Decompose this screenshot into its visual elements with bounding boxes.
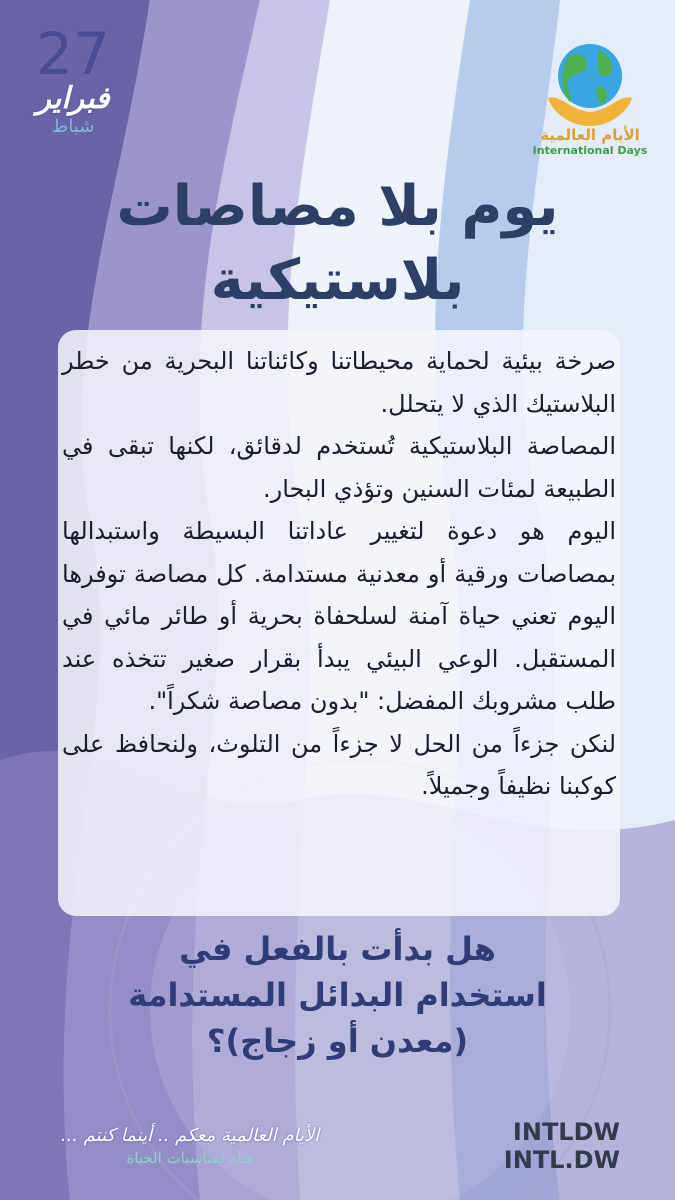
title-line-2: بلاستيكية [210, 248, 465, 313]
body-paragraph-4: لنكن جزءاً من الحل لا جزءاً من التلوث، ولنحافظ على كوكبنا نظيفاً وجميلاً. [62, 729, 616, 800]
question-line-2: استخدام البدائل المستدامة [128, 976, 547, 1014]
logo-english-text: International Days [532, 144, 648, 157]
question-line-3: (معدن أو زجاج)؟ [206, 1022, 469, 1060]
date-day: 27 [36, 20, 110, 88]
question-line-1: هل بدأت بالفعل في [179, 930, 496, 968]
handle-1: INTLDW [512, 1118, 620, 1146]
body-paragraph-3: اليوم هو دعوة لتغيير عاداتنا البسيطة واستبدالها بمصاصات ورقية أو معدنية مستدامة. كل مصاصة توفرها اليوم تعني حياة آمنة لسلحفاة بحرية أو طائر مائي في المستقبل. الوعي البيئي يبدأ بقرار صغير تتخذه عند طلب مشروبك المفضل: "بدون مصاصة شكراً". [62, 517, 616, 715]
footer-slogan: الأيام العالمية معكم .. أينما كنتم ... [60, 1125, 320, 1146]
question-text [30, 926, 645, 1064]
handle-2: INTL.DW [503, 1146, 620, 1174]
date-month-alt: شباط [51, 116, 95, 137]
logo-arabic-text: الأيام العالمية [540, 126, 640, 144]
body-paragraph-1: صرخة بيئية لحماية محيطاتنا وكائناتنا البحرية من خطر البلاستيك الذي لا يتحلل. [62, 347, 616, 418]
date-block [18, 20, 128, 138]
date-month: فبراير [36, 81, 110, 116]
body-text [62, 340, 616, 808]
globe-hands-icon [540, 36, 640, 128]
body-paragraph-2: المصاصة البلاستيكية تُستخدم لدقائق، لكنها تبقى في الطبيعة لمئات السنين وتؤذي البحار. [62, 432, 616, 503]
footer-handles [470, 1118, 620, 1174]
page-title [40, 170, 635, 318]
international-days-logo [530, 36, 650, 160]
footer-channel: قناة لمناسبات الحياة [126, 1149, 254, 1167]
footer-slogan-block [40, 1124, 340, 1168]
title-line-1: يوم بلا مصاصات [116, 174, 559, 239]
